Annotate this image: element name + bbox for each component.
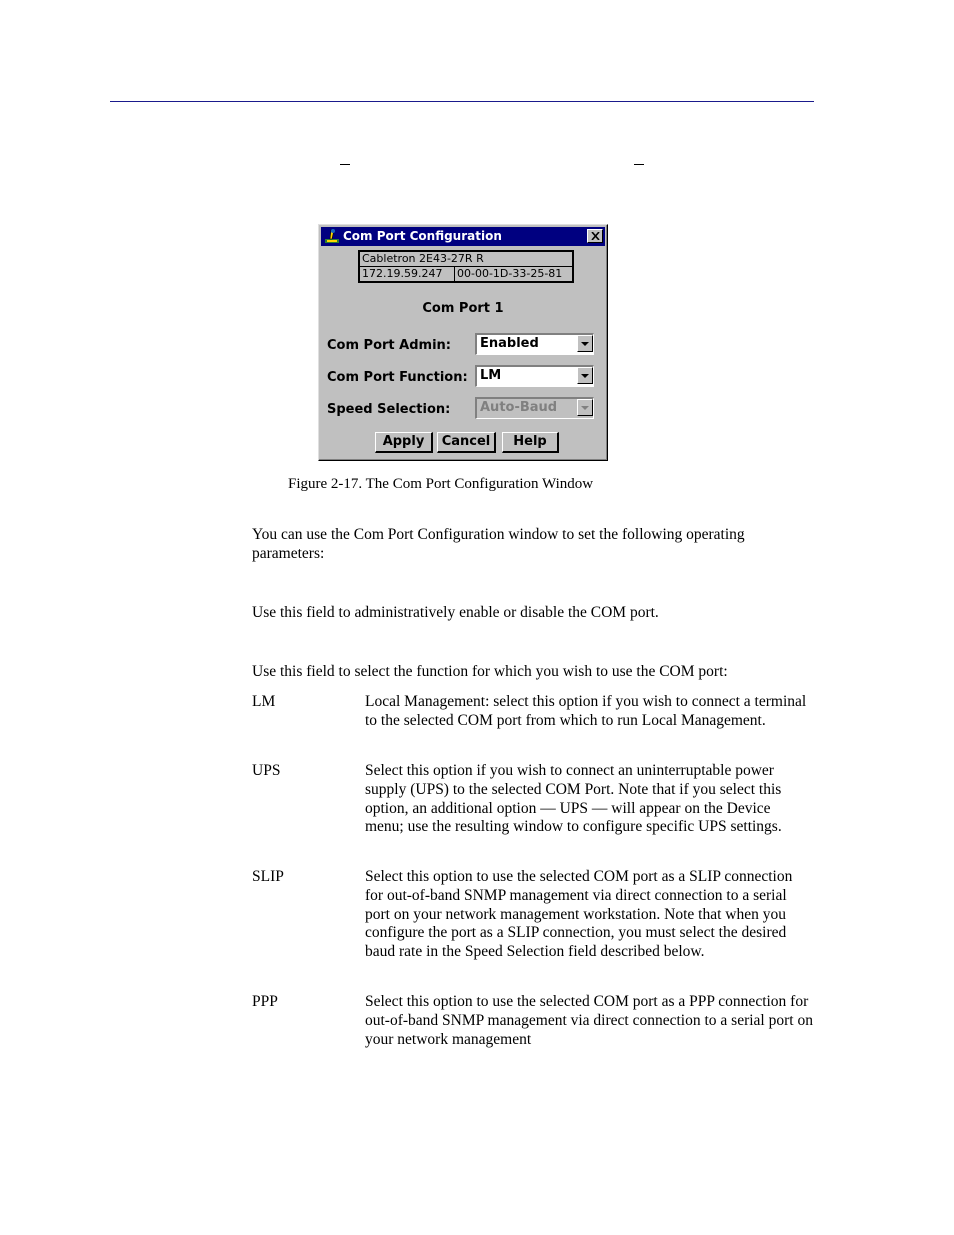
definition-text: Select this option to use the selected COM port as a PPP connection for out-of-band SNMP management via direct connection to a serial port on your network management <box>365 993 813 1048</box>
com-port-admin-value: Enabled <box>480 336 539 351</box>
com-port-admin-label: Com Port Admin: <box>327 338 451 353</box>
com-port-function-select[interactable] <box>475 365 594 387</box>
underline-mark <box>634 164 644 165</box>
admin-description: Use this field to administratively enable or disable the COM port. <box>252 604 659 621</box>
header-rule <box>110 101 814 102</box>
dropdown-button <box>577 399 593 416</box>
underline-mark <box>340 164 350 165</box>
com-port-admin-select[interactable] <box>475 333 594 355</box>
com-port-function-label: Com Port Function: <box>327 370 468 385</box>
app-icon <box>324 228 340 244</box>
function-description: Use this field to select the function for which you wish to use the COM port: <box>252 663 728 680</box>
definition-text: Select this option to use the selected COM port as a SLIP connection for out-of-band SNMP management via direct connection to a serial port on your network management workstation. Note that when you configure the port as a SLIP connection, you must select the desired baud rate in the Speed Selection field described below. <box>365 868 793 961</box>
device-info-box <box>358 250 574 283</box>
chevron-down-icon <box>581 374 589 378</box>
help-button[interactable]: Help <box>502 432 559 453</box>
dropdown-button[interactable] <box>577 367 593 384</box>
title-bar[interactable] <box>321 227 605 246</box>
definition-text: Select this option if you wish to connect an uninterruptable power supply (UPS) to the selected COM Port. Note that if you select this option, an additional option — UPS — will appear on the Device menu; use the resulting window to configure specific UPS settings. <box>365 762 782 836</box>
mac-address: 00-00-1D-33-25-81 <box>454 266 573 282</box>
figure-caption: Figure 2-17. The Com Port Configuration Window <box>288 476 594 492</box>
close-button[interactable] <box>587 229 603 243</box>
definition-term: LM <box>252 693 276 710</box>
speed-selection-label: Speed Selection: <box>327 402 451 417</box>
dialog-title: Com Port Configuration <box>343 229 502 243</box>
device-name: Cabletron 2E43-27R R <box>359 251 573 267</box>
speed-selection-value: Auto-Baud <box>480 400 558 415</box>
intro-paragraph: You can use the Com Port Configuration window to set the following operating parameters: <box>252 526 745 562</box>
chevron-down-icon <box>581 406 589 410</box>
close-icon <box>591 232 600 240</box>
com-port-config-dialog <box>318 224 608 461</box>
com-port-heading: Com Port 1 <box>422 301 504 316</box>
dropdown-button[interactable] <box>577 335 593 352</box>
definition-term: PPP <box>252 993 278 1010</box>
definition-text: Local Management: select this option if you wish to connect a terminal to the selected COM port from which to run Local Management. <box>365 693 807 729</box>
apply-button[interactable]: Apply <box>375 432 433 453</box>
definition-term: UPS <box>252 762 281 779</box>
chevron-down-icon <box>581 342 589 346</box>
ip-address: 172.19.59.247 <box>359 266 455 282</box>
speed-selection-select <box>475 397 594 419</box>
com-port-function-value: LM <box>480 368 502 383</box>
definition-term: SLIP <box>252 868 284 885</box>
cancel-button[interactable]: Cancel <box>437 432 496 453</box>
